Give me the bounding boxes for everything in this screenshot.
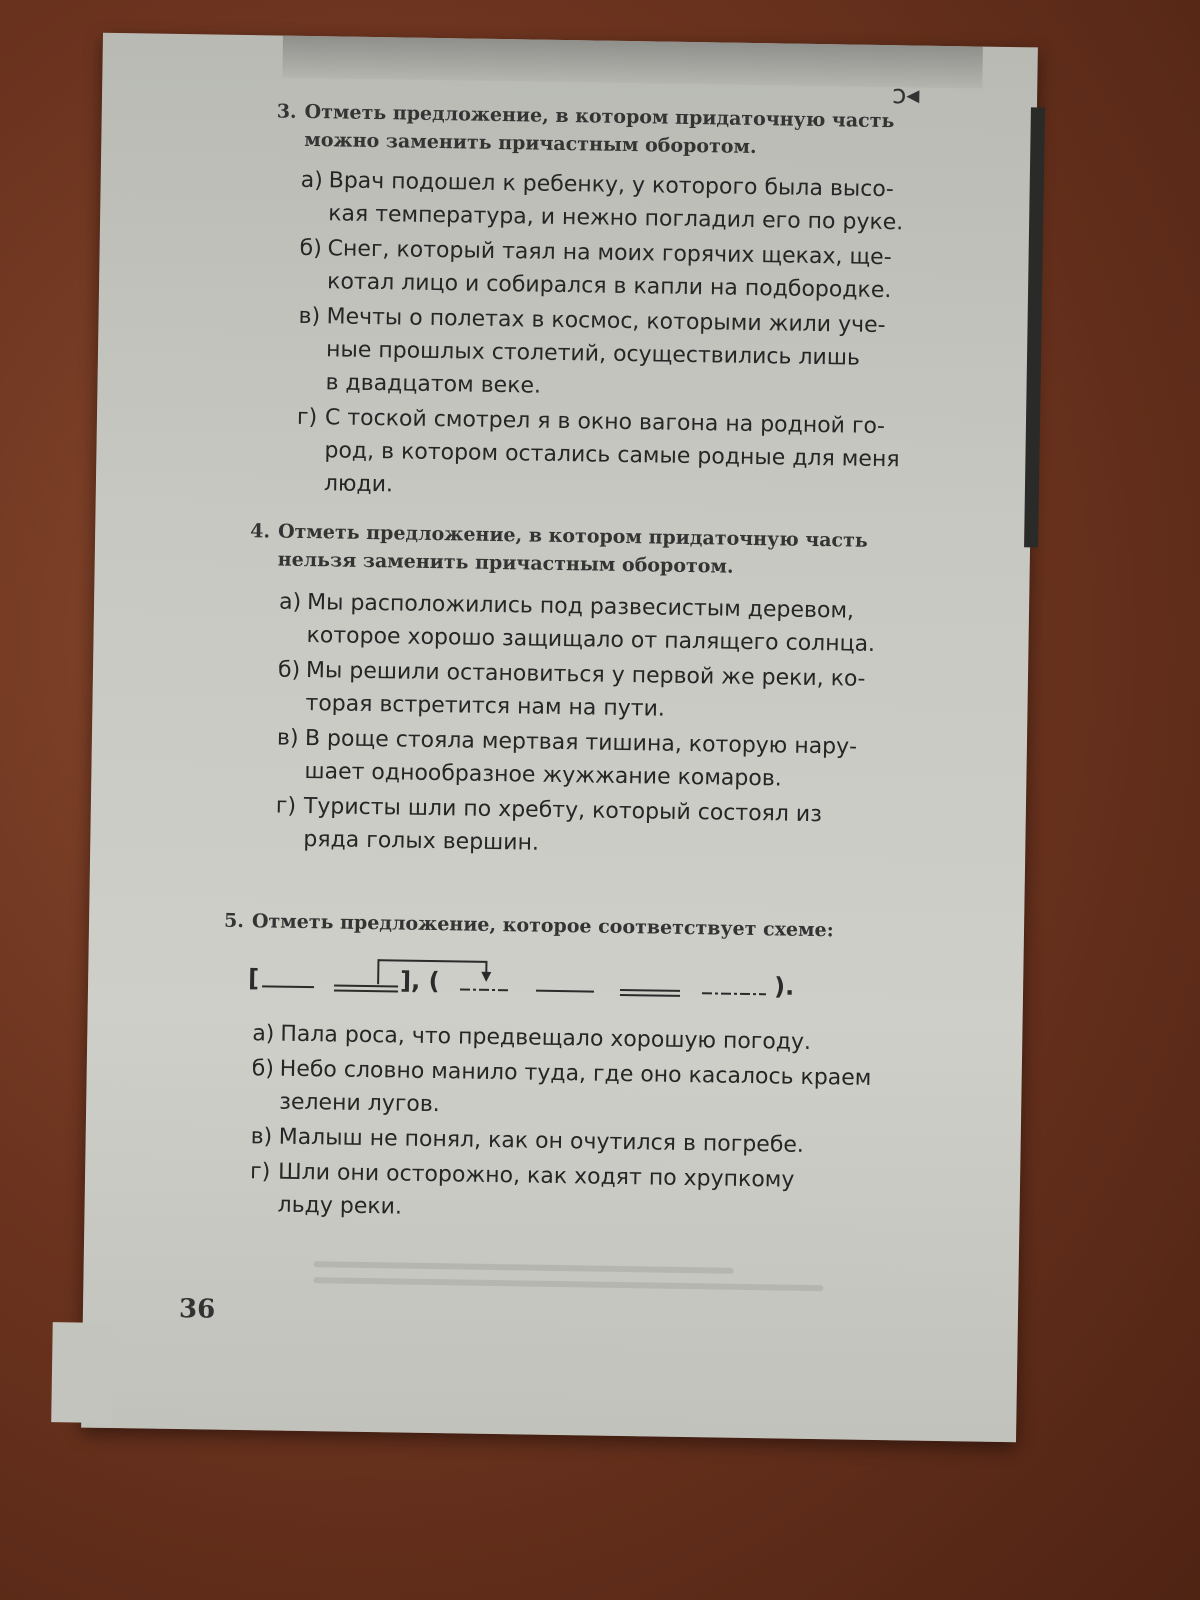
option-line: Шли они осторожно, как ходят по хрупкому	[277, 1159, 795, 1193]
task-instruction-line: Отметь предложение, которое соответствует схеме:	[251, 910, 834, 942]
scheme-subject-line	[262, 986, 314, 987]
task-3-header	[276, 97, 957, 164]
task-number: 4.	[250, 520, 271, 543]
scheme-predicate-line-4	[620, 995, 680, 996]
option-line: Небо словно манило туда, где оно касалось краем	[279, 1056, 872, 1091]
answer-option-3-2[interactable]	[299, 232, 955, 308]
answer-option-5-2[interactable]	[251, 1052, 952, 1129]
option-text	[305, 654, 948, 730]
scheme-adverbial-line	[460, 989, 510, 990]
scheme-open-bracket: [	[247, 964, 260, 993]
option-text	[303, 790, 946, 866]
option-line: Мы расположились под развесистым деревом,	[306, 590, 855, 624]
option-line: Мы решили остановиться у первой же реки, ко-	[305, 658, 866, 692]
paper-edge-shadow	[1024, 107, 1045, 547]
task-instruction-line: Отметь предложение, в котором придаточную часть	[304, 100, 895, 133]
option-line: в двадцатом веке.	[325, 370, 542, 399]
option-text	[324, 401, 952, 510]
option-letter: б)	[299, 235, 323, 262]
option-line: Пала роса, что предвещало хорошую погоду.	[280, 1021, 812, 1055]
page-number: 36	[178, 1294, 216, 1325]
worksheet-page	[81, 33, 1038, 1443]
option-line: кая температура, и нежно погладил его по руке.	[328, 201, 904, 236]
scheme-subject-line-2	[536, 991, 594, 992]
option-line: ряда голых вершин.	[303, 826, 540, 856]
answer-option-4-2[interactable]	[277, 654, 948, 731]
option-text	[304, 722, 947, 798]
scheme-predicate-line-3	[620, 990, 680, 991]
option-letter: г)	[296, 404, 318, 431]
option-letter: г)	[275, 793, 297, 819]
option-line: Мечты о полетах в космос, которыми жили уче-	[326, 304, 886, 339]
scheme-end: ).	[773, 972, 795, 1001]
option-text	[325, 300, 953, 409]
option-letter: а)	[252, 1021, 275, 1047]
option-letter: в)	[250, 1124, 273, 1150]
option-letter: в)	[276, 725, 299, 751]
option-line: шает однообразное жужжание комаров.	[304, 758, 782, 792]
option-line: Малыш не понял, как он очутился в погребе.	[278, 1124, 805, 1158]
option-line: В роще стояла мертвая тишина, которую нару-	[304, 726, 858, 760]
option-line: Туристы шли по хребту, который состоял из	[303, 793, 823, 828]
option-line: зелени лугов.	[279, 1089, 440, 1118]
option-line: котал лицо и собирался в капли на подбородке.	[326, 269, 892, 304]
sentence-scheme	[248, 940, 809, 1009]
option-letter: в)	[298, 303, 321, 330]
option-text	[328, 164, 956, 240]
task-number: 5.	[223, 909, 245, 933]
paper-fold	[282, 36, 983, 89]
option-line: Врач подошел к ребенку, у которого была высо-	[328, 168, 894, 203]
scheme-close-bracket: ], (	[399, 966, 440, 996]
option-letter: а)	[300, 167, 323, 194]
task-instruction-line: можно заменить причастным оборотом.	[304, 128, 757, 159]
answer-option-4-1[interactable]	[278, 586, 949, 663]
answer-option-4-3[interactable]	[276, 722, 947, 799]
option-text	[306, 586, 949, 662]
option-letter: б)	[277, 657, 301, 683]
pen-mark: ↄ◂	[891, 80, 920, 111]
option-line: торая встретится нам на пути.	[305, 691, 666, 722]
option-text	[277, 1156, 950, 1233]
option-line: льду реки.	[277, 1192, 403, 1220]
option-line: С тоской смотрел я в окно вагона на родной го-	[324, 405, 886, 440]
option-line: люди.	[323, 471, 394, 498]
option-line: род, в котором остались самые родные для меня	[324, 438, 900, 473]
task-4-header	[250, 517, 951, 584]
option-letter: г)	[249, 1159, 271, 1185]
answer-option-3-3[interactable]	[297, 300, 953, 409]
option-letter: а)	[278, 589, 302, 615]
task-number: 3.	[276, 100, 297, 123]
answer-option-4-4[interactable]	[275, 790, 946, 867]
option-line: Снег, который таял на моих горячих щеках, ще-	[327, 236, 892, 271]
answer-option-5-4[interactable]	[249, 1155, 950, 1232]
option-text	[327, 232, 955, 308]
scheme-predicate-line-2	[334, 990, 398, 991]
option-text	[279, 1053, 952, 1130]
scheme-arrow-head	[481, 972, 491, 982]
bleed-through-text	[313, 1251, 914, 1320]
scheme-predicate-line-1	[334, 985, 398, 986]
option-line: ные прошлых столетий, осуществились лишь	[325, 337, 861, 371]
answer-option-3-4[interactable]	[296, 401, 952, 510]
task-instruction-line: нельзя заменить причастным оборотом.	[277, 548, 734, 578]
option-letter: б)	[251, 1056, 275, 1082]
task-instruction-line: Отметь предложение, в котором придаточную часть	[277, 520, 868, 552]
answer-option-3-1[interactable]	[300, 164, 956, 240]
scheme-adverbial-line-2	[702, 993, 766, 994]
task-5-header	[224, 907, 954, 946]
option-line: которое хорошо защищало от палящего солнца.	[306, 623, 876, 657]
